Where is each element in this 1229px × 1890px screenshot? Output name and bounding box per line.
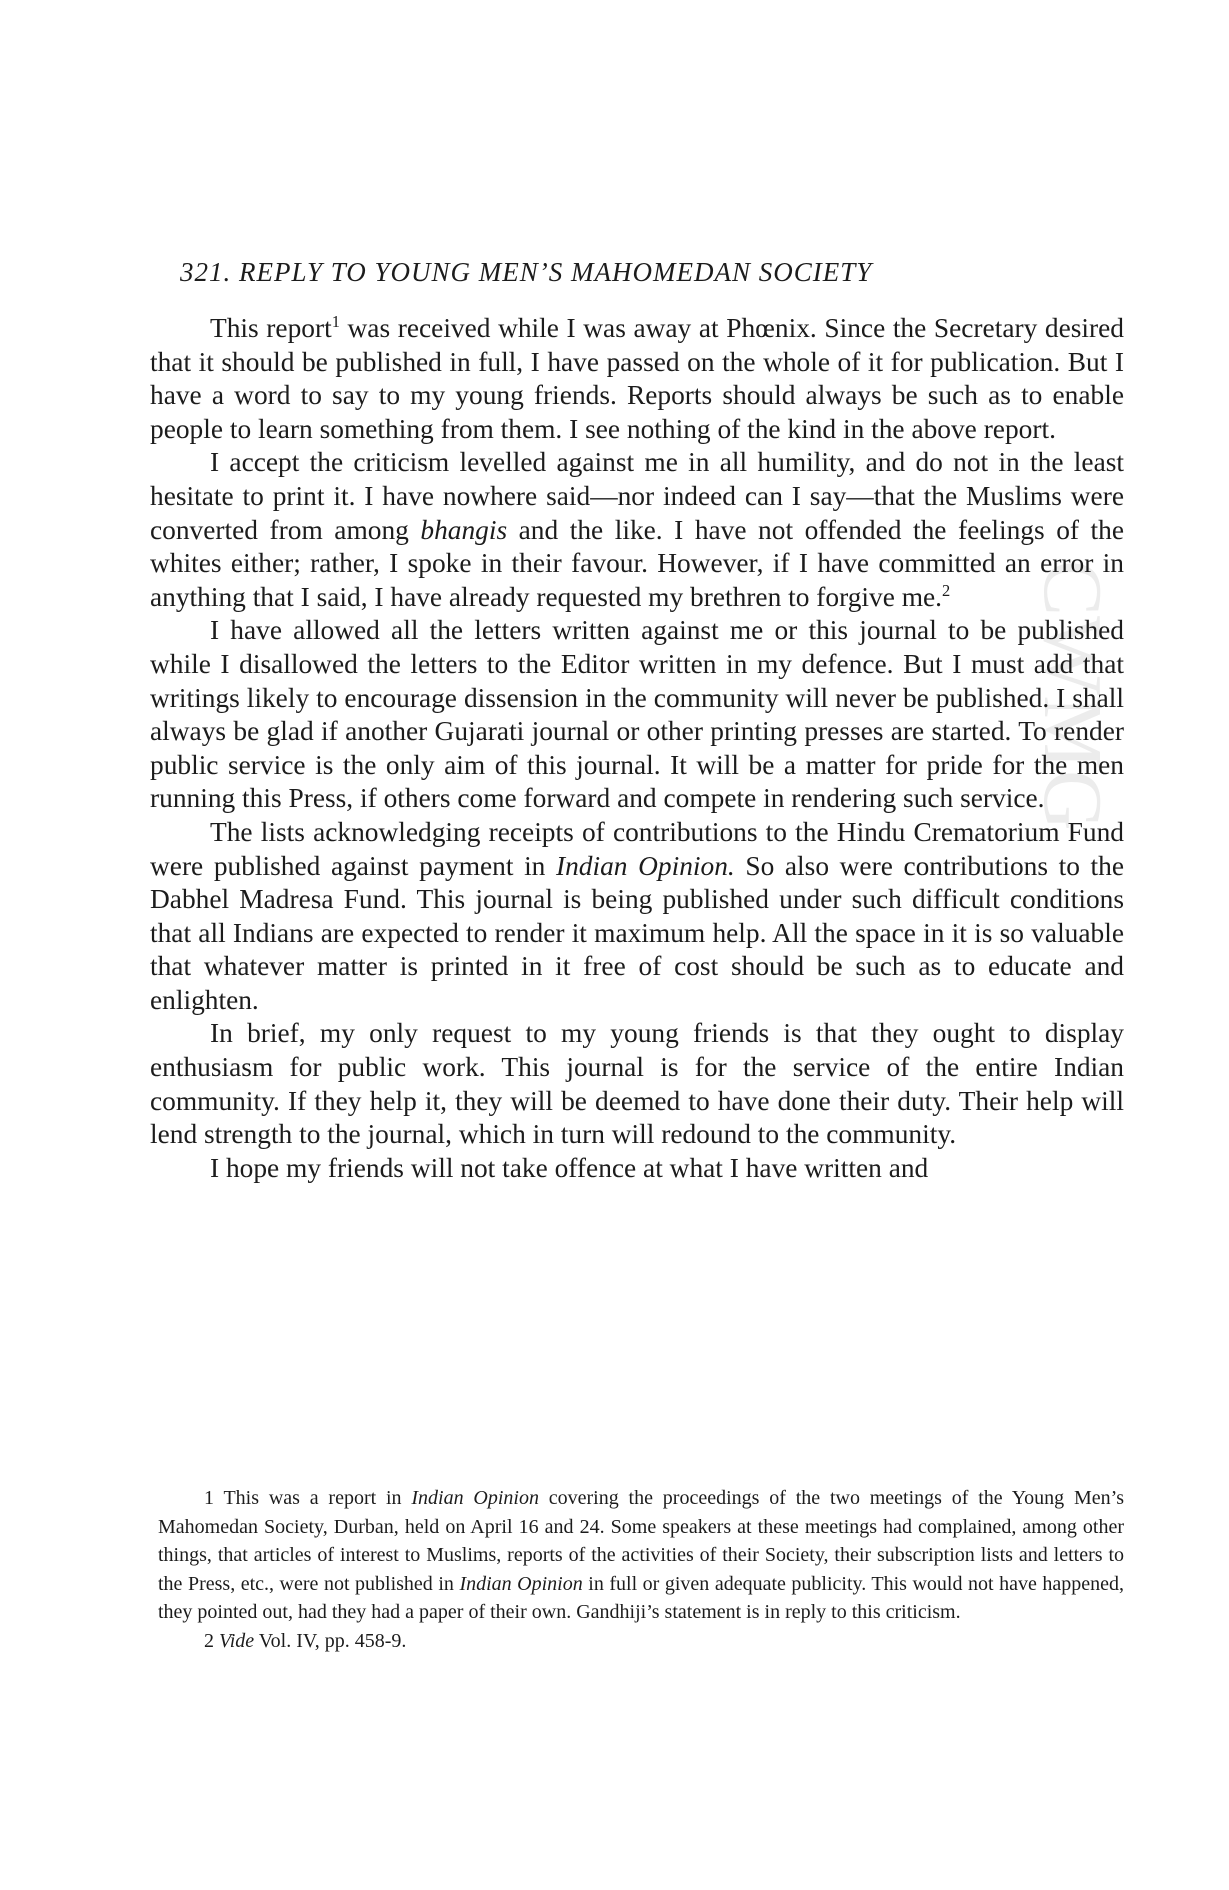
paragraph — [150, 816, 1124, 1018]
footnote-ref: 2 — [942, 580, 951, 600]
footnote — [158, 1627, 1124, 1656]
article-body — [150, 312, 1124, 1185]
footnotes — [158, 1484, 1124, 1655]
footnote — [158, 1484, 1124, 1627]
paragraph — [150, 446, 1124, 614]
watermark: CWMG — [1026, 560, 1119, 831]
paragraph: I have allowed all the letters written against me or this journal to be published while I disallowed the letters to the Editor written in my defence. But I must add that writings likely to encourage dissension in the community will never be published. I shall always be glad if another Gujarati journal or other printing presses are started. To render public service is the only aim of this journal. It will be a matter for pride for the men running this Press, if others come forward and compete in rendering such service. — [150, 615, 1124, 814]
italic-term: Indian Opinion — [411, 1487, 539, 1509]
article-heading: REPLY TO YOUNG MEN’S MAHOMEDAN SOCIETY — [239, 257, 873, 287]
paragraph: In brief, my only request to my young friends is that they ought to display enthusiasm for public work. This journal is for the service of the entire Indian community. If they help it, they will be deemed to have done their duty. Their help will lend strength to the journal, which in turn will redound to the community. — [150, 1018, 1124, 1150]
article-number: 321. — [180, 257, 232, 287]
paragraph-text: and the like. I have not offended the feelings of the whites either; rather, I spoke in their favour. However, if I have committed an error in anything that I said, I have already requested my brethren to forgive me. — [150, 514, 1124, 612]
paragraph-text: was received while I was away at Phœnix. Since the Secretary desired that it should be published in full, I have passed on the whole of it for publication. But I have a word to say to my young friends. Reports should always be such as to enable people to learn something from them. I see nothing of the kind in the above report. — [150, 313, 1124, 444]
italic-term: bhangis — [420, 514, 508, 545]
footnote-text: in full or given adequate publicity. This would not have happened, they pointed out, had they had a paper of their own. Gandhiji’s statement is in reply to this criticism. — [158, 1572, 1125, 1623]
footnote-number: 2 — [204, 1629, 214, 1652]
paragraph: I hope my friends will not take offence at what I have written and — [210, 1152, 929, 1183]
italic-term: Indian Opinion. — [555, 850, 735, 881]
footnote-ref: 1 — [331, 311, 340, 331]
paragraph-text: This report — [210, 313, 332, 343]
footnote-text: Vol. IV, pp. 458-9. — [254, 1629, 407, 1652]
paragraph-text: So also were contributions to the Dabhel Madresa Fund. This journal is being published under such difficult conditions that all Indians are expected to render it maximum help. All the space in it is so valuable that whatever matter is printed in it free of cost should be such as to educate and enlighten. — [150, 850, 1124, 1015]
paragraph-text: I accept the criticism levelled against me in all humility, and do not in the least hesitate to print it. I have nowhere said—nor indeed can I say—that the Muslims were converted from among — [150, 447, 1124, 545]
italic-term: Vide — [219, 1629, 255, 1652]
footnote-text: This was a report in — [214, 1487, 412, 1509]
footnote-text: covering the proceedings of the two meetings of the Young Men’s Mahomedan Society, Durban, held on April 16 and 24. Some speakers at these meetings had complained, among other things, that articles of interest to Muslims, reports of the activities of their Society, their subscription lists and letters to the Press, etc., were not published in — [158, 1487, 1124, 1595]
paragraph-text: The lists acknowledging receipts of contributions to the Hindu Crematorium Fund were published against payment in — [150, 816, 1124, 881]
footnote-number: 1 — [204, 1487, 214, 1509]
italic-term: Indian Opinion — [459, 1572, 583, 1595]
paragraph — [150, 312, 1124, 446]
article-title — [180, 255, 1080, 289]
